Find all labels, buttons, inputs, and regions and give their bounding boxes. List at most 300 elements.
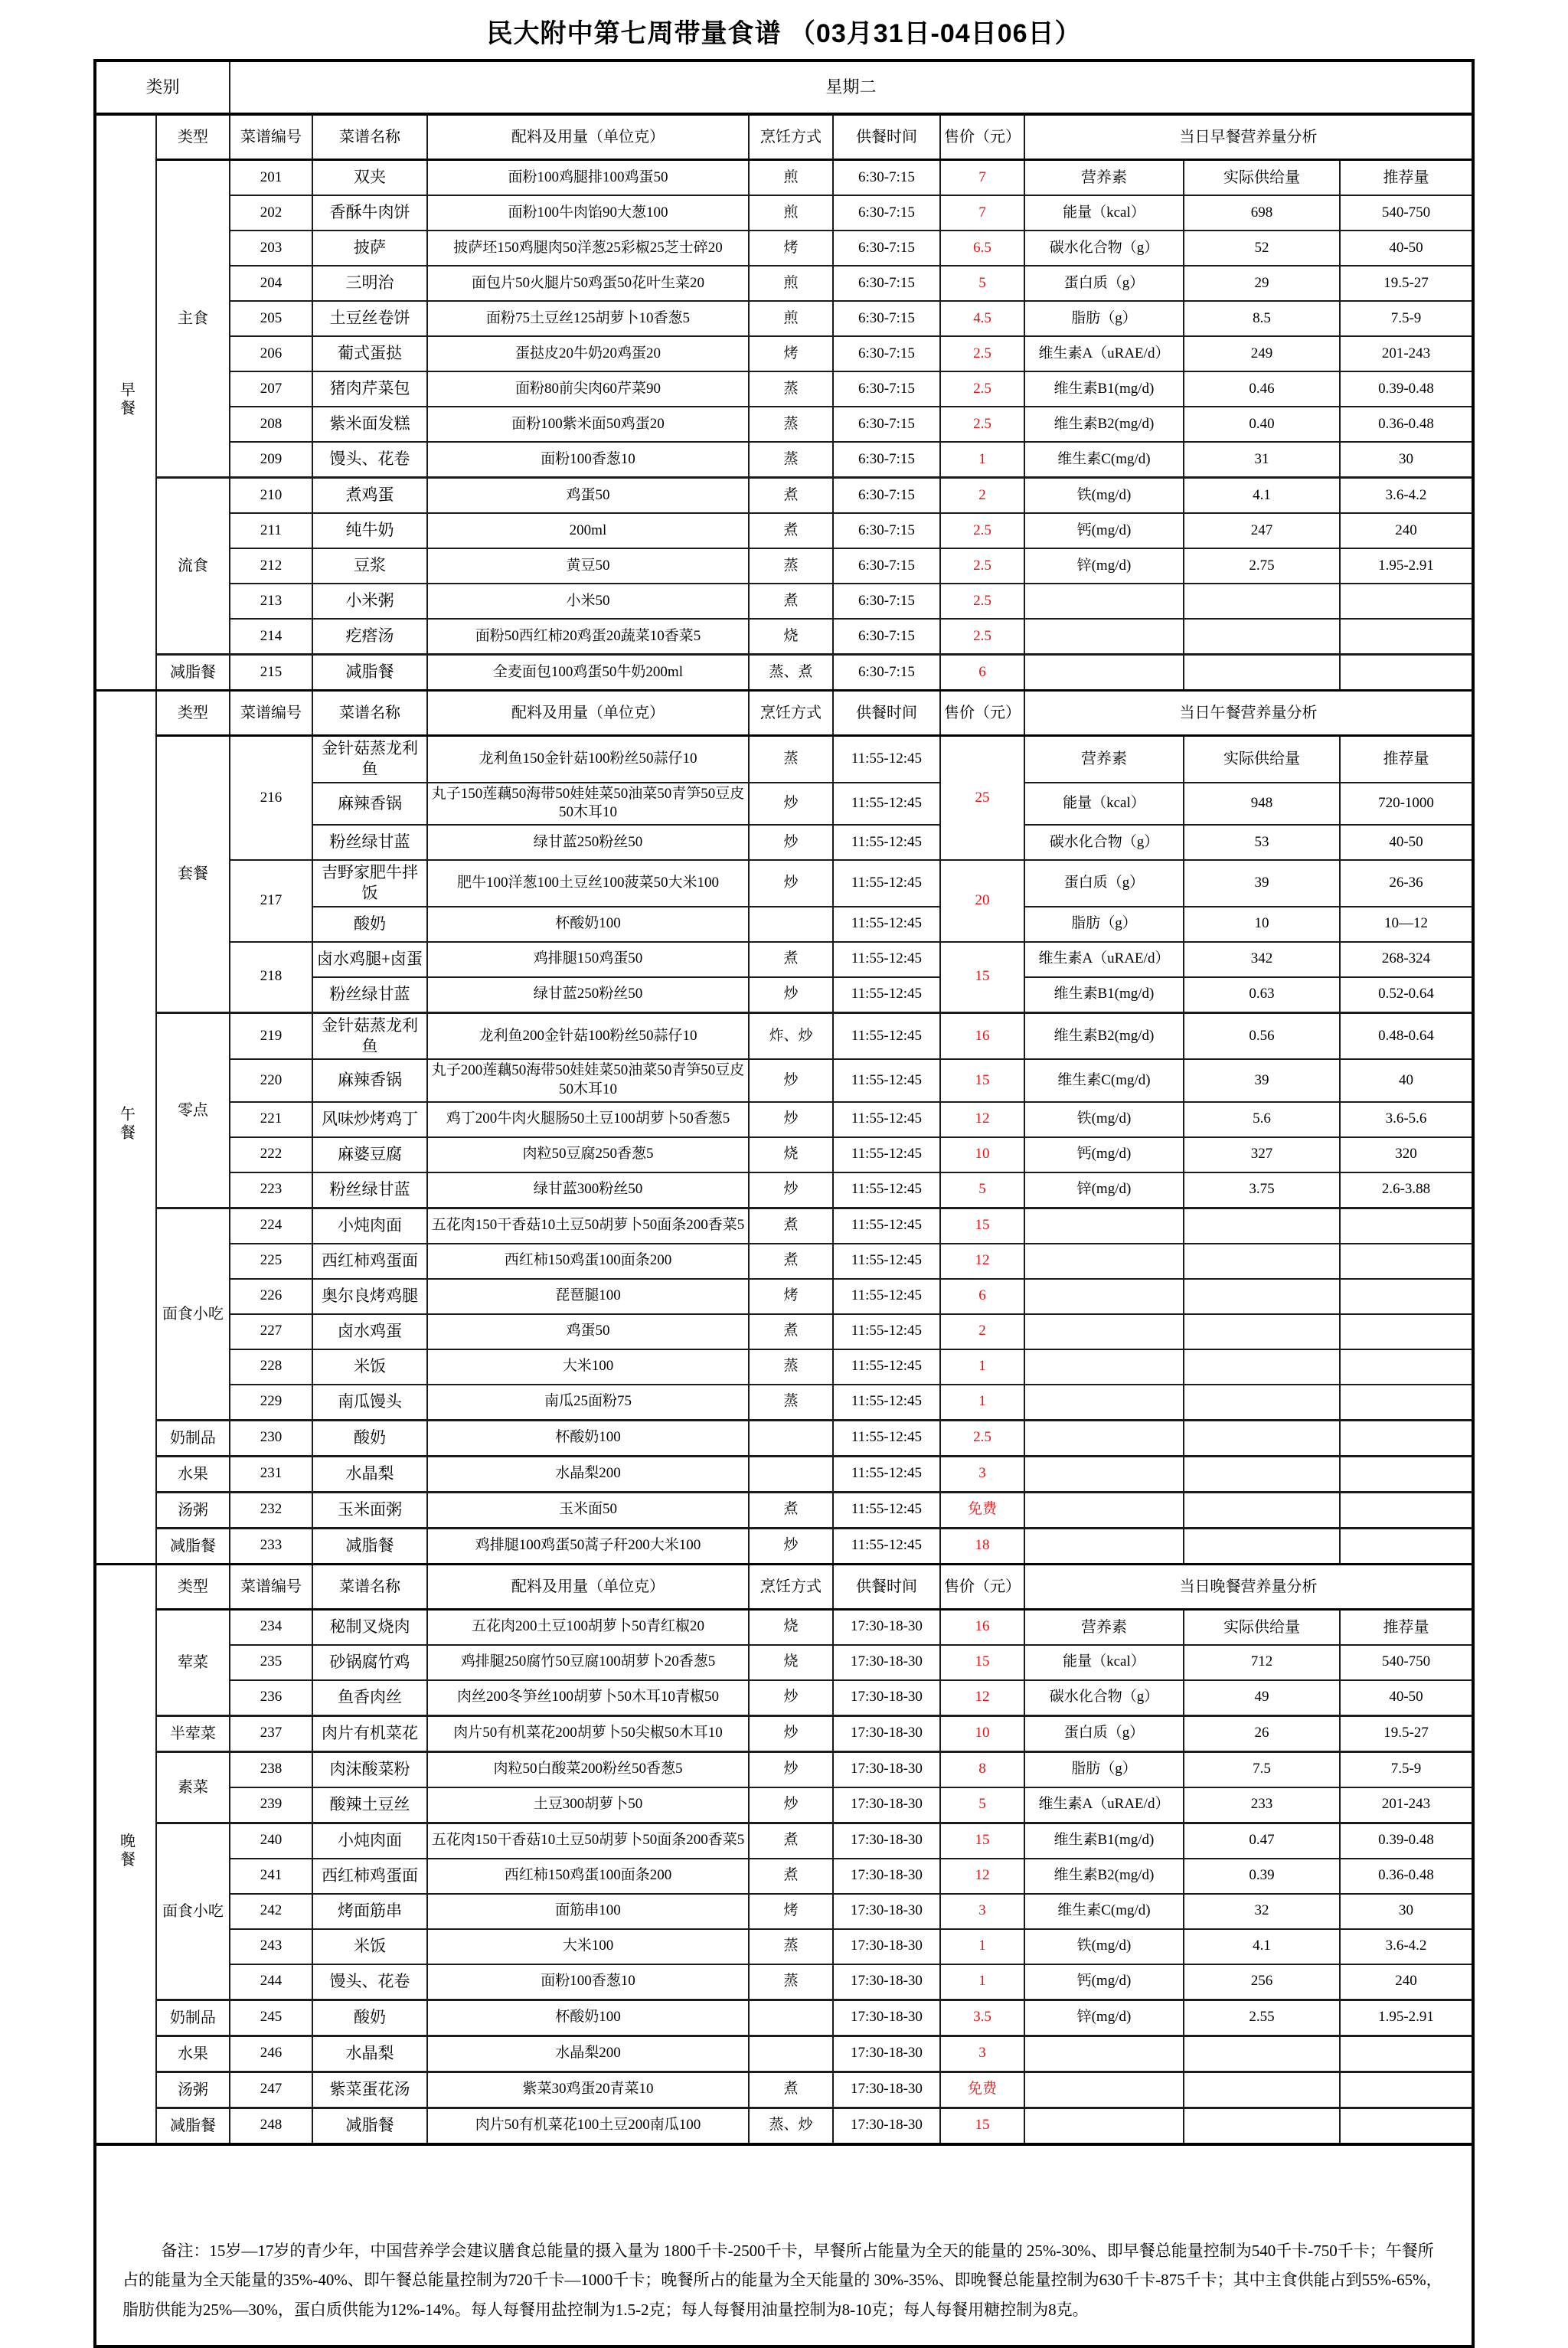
price-cell: 2.5 [940, 513, 1024, 548]
recipe-name-cell: 土豆丝卷饼 [312, 301, 427, 336]
recipe-name-cell: 酸奶 [312, 1420, 427, 1456]
recipe-name-cell: 酸奶 [312, 2000, 427, 2036]
nutrient-recommended-cell: 19.5-27 [1340, 1715, 1473, 1751]
cooking-method-cell: 蒸 [749, 736, 833, 783]
serving-time-cell: 11:55-12:45 [833, 1059, 940, 1101]
menu-row [95, 266, 1473, 301]
nutrient-recommended-cell [1340, 1349, 1473, 1385]
column-header-5: 供餐时间 [833, 691, 940, 736]
ingredients-cell: 西红柿150鸡蛋100面条200 [427, 1244, 749, 1279]
recipe-name-cell: 鱼香肉丝 [312, 1680, 427, 1716]
recipe-id-cell: 207 [230, 371, 312, 407]
cooking-method-cell: 炸、炒 [749, 1012, 833, 1059]
nutrient-name-cell [1024, 1492, 1184, 1528]
recipe-name-cell: 水晶梨 [312, 2036, 427, 2072]
column-header-1: 菜谱编号 [230, 1564, 312, 1609]
nutrient-recommended-cell: 26-36 [1340, 860, 1473, 907]
nutrient-name-cell: 维生素B2(mg/d) [1024, 407, 1184, 442]
ingredients-cell: 面粉80前尖肉60芹菜90 [427, 371, 749, 407]
menu-row [95, 1680, 1473, 1716]
serving-time-cell: 11:55-12:45 [833, 783, 940, 825]
price-cell: 6.5 [940, 231, 1024, 266]
nutrient-recommended-cell: 7.5-9 [1340, 301, 1473, 336]
nutrient-actual-cell [1184, 1528, 1340, 1564]
ingredients-cell: 杯酸奶100 [427, 2000, 749, 2036]
recipe-id-cell: 230 [230, 1420, 312, 1456]
nutrient-actual-cell: 698 [1184, 195, 1340, 231]
ingredients-cell: 水晶梨200 [427, 2036, 749, 2072]
nutrient-name-cell: 能量（kcal） [1024, 1645, 1184, 1680]
serving-time-cell: 6:30-7:15 [833, 231, 940, 266]
nutrient-actual-cell: 26 [1184, 1715, 1340, 1751]
price-cell: 5 [940, 1172, 1024, 1208]
recipe-name-cell: 三明治 [312, 266, 427, 301]
category-label: 类别 [95, 60, 230, 114]
nutrient-actual-cell: 32 [1184, 1894, 1340, 1929]
column-header-2: 菜谱名称 [312, 691, 427, 736]
nutrient-recommended-cell [1340, 1420, 1473, 1456]
category-type-cell: 主食 [156, 160, 230, 478]
recipe-name-cell: 减脂餐 [312, 655, 427, 691]
menu-row [95, 1244, 1473, 1279]
category-type-cell: 流食 [156, 478, 230, 655]
cooking-method-cell: 煮 [749, 584, 833, 619]
nutrient-actual-cell: 327 [1184, 1137, 1340, 1172]
nutrient-actual-cell [1184, 584, 1340, 619]
price-cell: 免费 [940, 1492, 1024, 1528]
nutrient-recommended-cell [1340, 655, 1473, 691]
price-cell: 2 [940, 478, 1024, 514]
column-header-3: 配料及用量（单位克） [427, 114, 749, 160]
menu-row [95, 548, 1473, 584]
serving-time-cell: 17:30-18-30 [833, 2000, 940, 2036]
serving-time-cell: 6:30-7:15 [833, 584, 940, 619]
nutrient-name-cell: 蛋白质（g） [1024, 1715, 1184, 1751]
ingredients-cell: 肥牛100洋葱100土豆丝100菠菜50大米100 [427, 860, 749, 907]
price-cell: 3 [940, 1456, 1024, 1492]
recipe-name-cell: 疙瘩汤 [312, 619, 427, 655]
nutrient-recommended-cell [1340, 1279, 1473, 1314]
column-header-4: 烹饪方式 [749, 1564, 833, 1609]
ingredients-cell: 面粉100紫米面50鸡蛋20 [427, 407, 749, 442]
recipe-name-cell: 西红柿鸡蛋面 [312, 1244, 427, 1279]
nutrient-recommended-cell: 240 [1340, 513, 1473, 548]
recipe-id-cell: 217 [230, 860, 312, 942]
menu-row [95, 1528, 1473, 1564]
serving-time-cell: 6:30-7:15 [833, 301, 940, 336]
price-cell: 3 [940, 1894, 1024, 1929]
ingredients-cell: 绿甘蓝300粉丝50 [427, 1172, 749, 1208]
recipe-name-cell: 豆浆 [312, 548, 427, 584]
nutrient-name-cell: 维生素B1(mg/d) [1024, 1823, 1184, 1859]
nutrient-recommended-cell: 19.5-27 [1340, 266, 1473, 301]
price-cell: 3 [940, 2036, 1024, 2072]
nutrient-actual-cell: 342 [1184, 942, 1340, 977]
cooking-method-cell: 蒸、煮 [749, 655, 833, 691]
menu-row [95, 1929, 1473, 1964]
serving-time-cell: 17:30-18-30 [833, 1680, 940, 1716]
nutrient-recommended-cell: 540-750 [1340, 1645, 1473, 1680]
ingredients-cell: 面粉100鸡腿排100鸡蛋50 [427, 160, 749, 196]
recipe-id-cell: 225 [230, 1244, 312, 1279]
nutrient-name-cell: 能量（kcal） [1024, 195, 1184, 231]
nutrient-recommended-cell: 1.95-2.91 [1340, 548, 1473, 584]
ingredients-cell: 披萨坯150鸡腿肉50洋葱25彩椒25芝士碎20 [427, 231, 749, 266]
nutrient-name-cell: 维生素B2(mg/d) [1024, 1012, 1184, 1059]
price-cell: 2 [940, 1314, 1024, 1349]
menu-row [95, 1102, 1473, 1137]
column-header-6: 售价（元） [940, 114, 1024, 160]
cooking-method-cell: 蒸 [749, 1964, 833, 2000]
cooking-method-cell: 炒 [749, 860, 833, 907]
cooking-method-cell: 烧 [749, 619, 833, 655]
menu-row [95, 1715, 1473, 1751]
nutrient-recommended-cell: 0.48-0.64 [1340, 1012, 1473, 1059]
menu-row [95, 442, 1473, 478]
cooking-method-cell: 炒 [749, 1059, 833, 1101]
serving-time-cell: 6:30-7:15 [833, 655, 940, 691]
nutrient-name-cell [1024, 1385, 1184, 1421]
column-header-0: 类型 [156, 1564, 230, 1609]
menu-row [95, 231, 1473, 266]
cooking-method-cell: 蒸 [749, 371, 833, 407]
nutrient-name-cell: 铁(mg/d) [1024, 1929, 1184, 1964]
nutrient-actual-cell [1184, 1279, 1340, 1314]
ingredients-cell: 南瓜25面粉75 [427, 1385, 749, 1421]
recipe-id-cell: 238 [230, 1751, 312, 1787]
menu-row [95, 301, 1473, 336]
recipe-id-cell: 226 [230, 1279, 312, 1314]
ingredients-cell: 200ml [427, 513, 749, 548]
serving-time-cell: 11:55-12:45 [833, 1349, 940, 1385]
ingredients-cell: 鸡排腿150鸡蛋50 [427, 942, 749, 977]
menu-row [95, 1314, 1473, 1349]
nutrient-name-cell: 维生素A（uRAE/d） [1024, 942, 1184, 977]
recipe-name-cell: 肉片有机菜花 [312, 1715, 427, 1751]
ingredients-cell: 肉粒50白酸菜200粉丝50香葱5 [427, 1751, 749, 1787]
nutrient-recommended-cell [1340, 2072, 1473, 2108]
column-header-0: 类型 [156, 691, 230, 736]
serving-time-cell: 6:30-7:15 [833, 407, 940, 442]
nutrient-recommended-cell [1340, 1456, 1473, 1492]
recipe-name-cell: 小炖肉面 [312, 1208, 427, 1244]
serving-time-cell: 11:55-12:45 [833, 1492, 940, 1528]
nutrient-name-cell: 碳水化合物（g） [1024, 1680, 1184, 1716]
nutrient-actual-cell: 948 [1184, 783, 1340, 825]
price-cell: 2.5 [940, 407, 1024, 442]
recipe-name-cell: 吉野家肥牛拌饭 [312, 860, 427, 907]
recipe-name-cell: 玉米面粥 [312, 1492, 427, 1528]
recipe-id-cell: 202 [230, 195, 312, 231]
category-type-cell: 水果 [156, 2036, 230, 2072]
serving-time-cell: 17:30-18-30 [833, 1645, 940, 1680]
column-header-2: 菜谱名称 [312, 1564, 427, 1609]
nutrient-name-cell: 碳水化合物（g） [1024, 231, 1184, 266]
nutrient-actual-cell: 247 [1184, 513, 1340, 548]
menu-row [95, 478, 1473, 514]
cooking-method-cell: 煮 [749, 2072, 833, 2108]
price-cell: 7 [940, 195, 1024, 231]
price-cell: 2.5 [940, 584, 1024, 619]
menu-row [95, 942, 1473, 977]
section-header-row [95, 691, 1473, 736]
serving-time-cell: 11:55-12:45 [833, 977, 940, 1013]
price-cell: 20 [940, 860, 1024, 942]
nutrient-recommended-cell [1340, 1385, 1473, 1421]
nutrient-name-cell [1024, 1279, 1184, 1314]
meal-label: 早餐 [95, 114, 156, 691]
column-header-1: 菜谱编号 [230, 691, 312, 736]
nutrient-name-cell [1024, 2108, 1184, 2144]
cooking-method-cell: 炒 [749, 783, 833, 825]
ingredients-cell: 面包片50火腿片50鸡蛋50花叶生菜20 [427, 266, 749, 301]
cooking-method-cell: 蒸 [749, 1349, 833, 1385]
recipe-id-cell: 206 [230, 336, 312, 371]
analysis-title: 当日早餐营养量分析 [1024, 114, 1473, 160]
cooking-method-cell: 炒 [749, 1787, 833, 1823]
price-cell: 15 [940, 1059, 1024, 1101]
nutrient-recommended-cell: 3.6-5.6 [1340, 1102, 1473, 1137]
serving-time-cell: 11:55-12:45 [833, 1420, 940, 1456]
ingredients-cell: 面粉100香葱10 [427, 442, 749, 478]
menu-row [95, 2000, 1473, 2036]
serving-time-cell: 11:55-12:45 [833, 1172, 940, 1208]
ingredients-cell: 鸡蛋50 [427, 1314, 749, 1349]
price-cell: 15 [940, 1823, 1024, 1859]
ingredients-cell: 面粉50西红柿20鸡蛋20蔬菜10香菜5 [427, 619, 749, 655]
recipe-name-cell: 小米粥 [312, 584, 427, 619]
nutrient-recommended-cell [1340, 584, 1473, 619]
nutrient-recommended-cell [1340, 1492, 1473, 1528]
menu-table-body [95, 60, 1473, 2346]
price-cell: 4.5 [940, 301, 1024, 336]
nutrient-name-cell: 钙(mg/d) [1024, 513, 1184, 548]
cooking-method-cell: 炒 [749, 1751, 833, 1787]
meal-label: 晚餐 [95, 1564, 156, 2144]
nutrient-name-cell: 脂肪（g） [1024, 301, 1184, 336]
recipe-name-cell: 馒头、花卷 [312, 442, 427, 478]
nutrient-recommended-cell: 10—12 [1340, 907, 1473, 942]
nutrient-name-cell: 维生素B1(mg/d) [1024, 371, 1184, 407]
ingredients-cell: 肉丝200冬笋丝100胡萝卜50木耳10青椒50 [427, 1680, 749, 1716]
nutrient-actual-cell: 39 [1184, 1059, 1340, 1101]
ingredients-cell: 面粉100牛肉馅90大葱100 [427, 195, 749, 231]
nutrition-column-header-0: 营养素 [1024, 160, 1184, 196]
serving-time-cell: 17:30-18-30 [833, 1964, 940, 2000]
price-cell: 16 [940, 1609, 1024, 1645]
nutrition-column-header-0: 营养素 [1024, 1609, 1184, 1645]
recipe-id-cell: 229 [230, 1385, 312, 1421]
cooking-method-cell [749, 907, 833, 942]
nutrient-actual-cell: 0.56 [1184, 1012, 1340, 1059]
menu-row [95, 1059, 1473, 1101]
recipe-id-cell: 215 [230, 655, 312, 691]
menu-table [93, 59, 1475, 2348]
category-type-cell: 汤粥 [156, 2072, 230, 2108]
nutrient-actual-cell: 249 [1184, 336, 1340, 371]
recipe-id-cell: 240 [230, 1823, 312, 1859]
nutrient-actual-cell: 10 [1184, 907, 1340, 942]
ingredients-cell: 水晶梨200 [427, 1456, 749, 1492]
menu-row [95, 1609, 1473, 1645]
ingredients-cell: 绿甘蓝250粉丝50 [427, 977, 749, 1013]
cooking-method-cell: 煮 [749, 1823, 833, 1859]
cooking-method-cell: 煎 [749, 195, 833, 231]
recipe-name-cell: 披萨 [312, 231, 427, 266]
nutrient-actual-cell [1184, 1456, 1340, 1492]
recipe-id-cell: 209 [230, 442, 312, 478]
serving-time-cell: 17:30-18-30 [833, 1609, 940, 1645]
nutrient-recommended-cell: 2.6-3.88 [1340, 1172, 1473, 1208]
nutrient-actual-cell [1184, 2072, 1340, 2108]
cooking-method-cell: 烧 [749, 1609, 833, 1645]
nutrient-actual-cell: 0.47 [1184, 1823, 1340, 1859]
nutrient-recommended-cell: 240 [1340, 1964, 1473, 2000]
cooking-method-cell: 烤 [749, 1894, 833, 1929]
serving-time-cell: 11:55-12:45 [833, 1279, 940, 1314]
nutrient-actual-cell [1184, 1420, 1340, 1456]
ingredients-cell: 大米100 [427, 1929, 749, 1964]
nutrient-actual-cell [1184, 1208, 1340, 1244]
cooking-method-cell: 蒸 [749, 442, 833, 478]
price-cell: 15 [940, 1645, 1024, 1680]
notes-row [95, 2144, 1473, 2347]
ingredients-cell: 西红柿150鸡蛋100面条200 [427, 1859, 749, 1894]
price-cell: 12 [940, 1680, 1024, 1716]
menu-row [95, 1787, 1473, 1823]
nutrient-actual-cell [1184, 1314, 1340, 1349]
nutrition-column-header-1: 实际供给量 [1184, 1609, 1340, 1645]
category-type-cell: 奶制品 [156, 2000, 230, 2036]
section-header-row [95, 1564, 1473, 1609]
price-cell: 2.5 [940, 619, 1024, 655]
nutrient-name-cell [1024, 584, 1184, 619]
recipe-name-cell: 猪肉芹菜包 [312, 371, 427, 407]
cooking-method-cell: 煮 [749, 942, 833, 977]
serving-time-cell: 17:30-18-30 [833, 1859, 940, 1894]
recipe-id-cell: 204 [230, 266, 312, 301]
recipe-name-cell: 金针菇蒸龙利鱼 [312, 1012, 427, 1059]
nutrient-name-cell: 维生素B2(mg/d) [1024, 1859, 1184, 1894]
cooking-method-cell: 煮 [749, 1492, 833, 1528]
nutrient-actual-cell: 0.39 [1184, 1859, 1340, 1894]
analysis-title: 当日午餐营养量分析 [1024, 691, 1473, 736]
nutrient-recommended-cell [1340, 2108, 1473, 2144]
nutrient-name-cell: 锌(mg/d) [1024, 548, 1184, 584]
recipe-id-cell: 241 [230, 1859, 312, 1894]
price-cell: 2.5 [940, 371, 1024, 407]
recipe-name-cell: 秘制叉烧肉 [312, 1609, 427, 1645]
menu-row [95, 513, 1473, 548]
serving-time-cell: 17:30-18-30 [833, 2072, 940, 2108]
cooking-method-cell: 烧 [749, 1137, 833, 1172]
nutrient-name-cell [1024, 1244, 1184, 1279]
ingredients-cell: 鸡排腿250腐竹50豆腐100胡萝卜20香葱5 [427, 1645, 749, 1680]
recipe-name-cell: 紫菜蛋花汤 [312, 2072, 427, 2108]
weekday-label: 星期二 [230, 60, 1473, 114]
cooking-method-cell: 煮 [749, 478, 833, 514]
nutrient-name-cell: 铁(mg/d) [1024, 478, 1184, 514]
nutrition-column-header-1: 实际供给量 [1184, 736, 1340, 783]
nutrient-recommended-cell [1340, 1208, 1473, 1244]
nutrient-actual-cell: 31 [1184, 442, 1340, 478]
nutrient-name-cell: 蛋白质（g） [1024, 860, 1184, 907]
serving-time-cell: 11:55-12:45 [833, 825, 940, 860]
cooking-method-cell: 烧 [749, 1645, 833, 1680]
column-header-2: 菜谱名称 [312, 114, 427, 160]
recipe-name-cell: 金针菇蒸龙利鱼 [312, 736, 427, 783]
serving-time-cell: 6:30-7:15 [833, 266, 940, 301]
price-cell: 15 [940, 1208, 1024, 1244]
cooking-method-cell [749, 2036, 833, 2072]
nutrient-recommended-cell: 30 [1340, 442, 1473, 478]
nutrient-actual-cell: 2.75 [1184, 548, 1340, 584]
recipe-name-cell: 烤面筋串 [312, 1894, 427, 1929]
nutrient-name-cell: 维生素C(mg/d) [1024, 442, 1184, 478]
menu-row [95, 195, 1473, 231]
cooking-method-cell: 煮 [749, 513, 833, 548]
nutrient-name-cell: 维生素C(mg/d) [1024, 1894, 1184, 1929]
price-cell: 1 [940, 1964, 1024, 2000]
recipe-name-cell: 麻辣香锅 [312, 783, 427, 825]
category-type-cell: 汤粥 [156, 1492, 230, 1528]
menu-row [95, 2036, 1473, 2072]
nutrient-recommended-cell: 0.39-0.48 [1340, 1823, 1473, 1859]
recipe-id-cell: 208 [230, 407, 312, 442]
recipe-id-cell: 234 [230, 1609, 312, 1645]
nutrient-recommended-cell: 720-1000 [1340, 783, 1473, 825]
ingredients-cell: 丸子200莲藕50海带50娃娃菜50油菜50青笋50豆皮50木耳10 [427, 1059, 749, 1101]
category-type-cell: 水果 [156, 1456, 230, 1492]
serving-time-cell: 17:30-18-30 [833, 1894, 940, 1929]
column-header-6: 售价（元） [940, 691, 1024, 736]
price-cell: 6 [940, 655, 1024, 691]
serving-time-cell: 11:55-12:45 [833, 1102, 940, 1137]
ingredients-cell: 面粉75土豆丝125胡萝卜10香葱5 [427, 301, 749, 336]
recipe-id-cell: 233 [230, 1528, 312, 1564]
menu-row [95, 1645, 1473, 1680]
column-header-4: 烹饪方式 [749, 691, 833, 736]
menu-row [95, 584, 1473, 619]
nutrient-recommended-cell [1340, 1528, 1473, 1564]
menu-row [95, 407, 1473, 442]
price-cell: 18 [940, 1528, 1024, 1564]
ingredients-cell: 玉米面50 [427, 1492, 749, 1528]
category-type-cell: 面食小吃 [156, 1823, 230, 2000]
recipe-name-cell: 麻婆豆腐 [312, 1137, 427, 1172]
serving-time-cell: 11:55-12:45 [833, 1456, 940, 1492]
price-cell: 15 [940, 2108, 1024, 2144]
nutrient-recommended-cell: 201-243 [1340, 336, 1473, 371]
recipe-id-cell: 216 [230, 736, 312, 860]
category-type-cell: 零点 [156, 1012, 230, 1208]
nutrient-actual-cell: 0.63 [1184, 977, 1340, 1013]
nutrient-actual-cell: 53 [1184, 825, 1340, 860]
serving-time-cell: 11:55-12:45 [833, 907, 940, 942]
nutrient-recommended-cell: 3.6-4.2 [1340, 1929, 1473, 1964]
recipe-name-cell: 纯牛奶 [312, 513, 427, 548]
price-cell: 1 [940, 1349, 1024, 1385]
recipe-name-cell: 酸辣土豆丝 [312, 1787, 427, 1823]
category-type-cell: 减脂餐 [156, 1528, 230, 1564]
nutrient-recommended-cell [1340, 2036, 1473, 2072]
nutrient-recommended-cell [1340, 1244, 1473, 1279]
ingredients-cell: 五花肉200土豆100胡萝卜50青红椒20 [427, 1609, 749, 1645]
nutrient-recommended-cell: 1.95-2.91 [1340, 2000, 1473, 2036]
recipe-name-cell: 水晶梨 [312, 1456, 427, 1492]
category-type-cell: 减脂餐 [156, 2108, 230, 2144]
recipe-id-cell: 227 [230, 1314, 312, 1349]
